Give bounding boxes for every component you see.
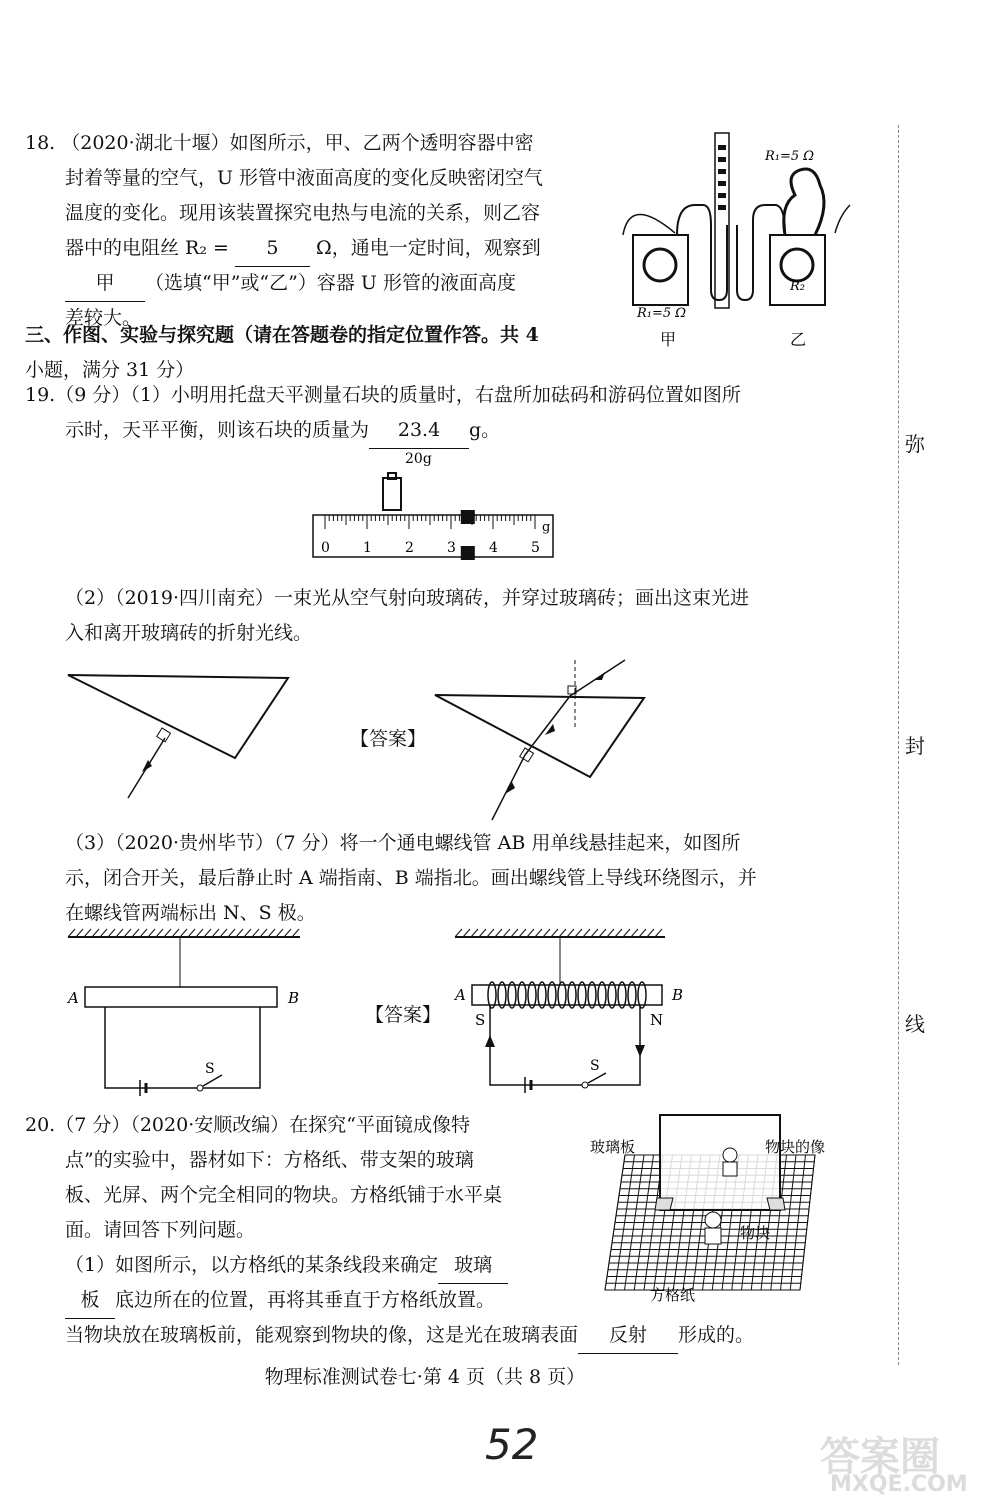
q20-answer-glass-2: 板 bbox=[65, 1283, 115, 1319]
svg-text:玻璃板: 玻璃板 bbox=[590, 1138, 636, 1156]
coil-turn bbox=[538, 982, 546, 1008]
side-label-xian: 线 bbox=[905, 1012, 925, 1036]
ceiling-hatch bbox=[100, 929, 107, 937]
svg-text:S: S bbox=[475, 1011, 486, 1029]
ceiling-hatch bbox=[471, 929, 478, 937]
q20-line7: 当物块放在玻璃板前，能观察到物块的像，这是光在玻璃表面 反射 形成的。 bbox=[65, 1318, 754, 1354]
ceiling-hatch bbox=[132, 929, 139, 937]
coil-turn bbox=[488, 982, 496, 1008]
q18-answer-container: 甲 bbox=[65, 266, 145, 302]
ceiling-hatch bbox=[655, 929, 662, 937]
balance-figure bbox=[300, 448, 570, 563]
ceiling-hatch bbox=[647, 929, 654, 937]
section3-line1: 三、作图、实验与探究题（请在答题卷的指定位置作答。共 4 bbox=[25, 324, 539, 346]
scale-tick-label: 5 bbox=[531, 540, 540, 556]
ceiling-hatch bbox=[260, 929, 267, 937]
q19-part3-line2: 示，闭合开关，最后静止时 A 端指南、B 端指北。画出螺线管上导线环绕图示，并 bbox=[65, 867, 757, 889]
coil-turn bbox=[528, 982, 536, 1008]
scale-tick-label: 4 bbox=[489, 540, 498, 556]
coil-turn bbox=[578, 982, 586, 1008]
svg-text:N: N bbox=[650, 1011, 664, 1029]
coil-turn bbox=[498, 982, 506, 1008]
q20-line2: 点”的实验中，器材如下：方格纸、带支架的玻璃 bbox=[65, 1149, 474, 1171]
q19-part3-line3: 在螺线管两端标出 N、S 极。 bbox=[65, 902, 316, 924]
ceiling-hatch bbox=[244, 929, 251, 937]
scale-unit: g bbox=[542, 520, 551, 535]
ceiling-hatch bbox=[140, 929, 147, 937]
coil-turn bbox=[548, 982, 556, 1008]
q18-line4: 器中的电阻丝 R₂ = 5 Ω，通电一定时间，观察到 bbox=[65, 231, 541, 267]
scale-tick-label: 2 bbox=[405, 540, 414, 556]
svg-text:B: B bbox=[288, 989, 300, 1007]
ceiling-hatch bbox=[164, 929, 171, 937]
ceiling-hatch bbox=[276, 929, 283, 937]
mirror-figure bbox=[585, 1110, 845, 1310]
watermark-logo: 答案圈 bbox=[820, 1434, 940, 1480]
ceiling-hatch bbox=[559, 929, 566, 937]
ceiling-hatch bbox=[631, 929, 638, 937]
ceiling-hatch bbox=[252, 929, 259, 937]
q18-figure bbox=[615, 125, 855, 355]
weight-label: 20g bbox=[405, 451, 432, 467]
r1-top-label: R₁=5 Ω bbox=[765, 149, 815, 164]
side-label-feng: 封 bbox=[905, 734, 925, 758]
ceiling-hatch bbox=[583, 929, 590, 937]
weight-icon bbox=[383, 478, 401, 510]
r2-label: R₂ bbox=[790, 279, 805, 294]
yi-label: 乙 bbox=[790, 330, 807, 349]
q19-part2-line2: 入和离开玻璃砖的折射光线。 bbox=[65, 622, 313, 644]
ceiling-hatch bbox=[172, 929, 179, 937]
ceiling-hatch bbox=[607, 929, 614, 937]
ceiling-hatch bbox=[575, 929, 582, 937]
q19-line1: 19.（9 分）（1）小明用托盘天平测量石块的质量时，右盘所加砝码和游码位置如图所 bbox=[25, 384, 741, 406]
ceiling-hatch bbox=[543, 929, 550, 937]
ceiling-hatch bbox=[84, 929, 91, 937]
ceiling-hatch bbox=[479, 929, 486, 937]
q20-answer-reflect: 反射 bbox=[578, 1318, 678, 1354]
side-label-mi: 弥 bbox=[905, 432, 925, 456]
ceiling-hatch bbox=[623, 929, 630, 937]
coil-turn bbox=[608, 982, 616, 1008]
q19-part2-line1: （2）（2019·四川南充）一束光从空气射向玻璃砖，并穿过玻璃砖；画出这束光进 bbox=[65, 587, 749, 609]
ceiling-hatch bbox=[551, 929, 558, 937]
ceiling-hatch bbox=[487, 929, 494, 937]
ceiling-hatch bbox=[148, 929, 155, 937]
answer-label-solenoid: 【答案】 bbox=[365, 1004, 442, 1026]
ceiling-hatch bbox=[268, 929, 275, 937]
coil-turn bbox=[508, 982, 516, 1008]
q18-line2: 封着等量的空气，U 形管中液面高度的变化反映密闭空气 bbox=[65, 167, 544, 189]
q18-answer-r2: 5 bbox=[235, 231, 310, 267]
coil-turn bbox=[638, 982, 646, 1008]
coil-turn bbox=[588, 982, 596, 1008]
coil-turn bbox=[568, 982, 576, 1008]
q18-line6: 差较大。 bbox=[65, 307, 142, 329]
q19-part3-line1: （3）（2020·贵州毕节）（7 分）将一个通电螺线管 AB 用单线悬挂起来，如图所 bbox=[65, 832, 741, 854]
answer-label-light: 【答案】 bbox=[350, 728, 427, 750]
svg-text:S: S bbox=[590, 1058, 600, 1074]
ceiling-hatch bbox=[591, 929, 598, 937]
scale-tick-label: 1 bbox=[363, 540, 372, 556]
ceiling-hatch bbox=[204, 929, 211, 937]
rider-top bbox=[461, 510, 475, 524]
q20-line4: 面。请回答下列问题。 bbox=[65, 1219, 256, 1241]
q18-line3: 温度的变化。现用该装置探究电热与电流的关系，则乙容 bbox=[65, 202, 541, 224]
svg-text:S: S bbox=[205, 1061, 215, 1077]
ceiling-hatch bbox=[228, 929, 235, 937]
ceiling-hatch bbox=[156, 929, 163, 937]
jia-label: 甲 bbox=[660, 330, 677, 349]
handwritten-page-number: 52 bbox=[485, 1420, 539, 1469]
q19-answer-mass: 23.4 bbox=[369, 413, 469, 449]
svg-text:物块: 物块 bbox=[740, 1224, 771, 1242]
ceiling-hatch bbox=[212, 929, 219, 937]
ceiling-hatch bbox=[108, 929, 115, 937]
ceiling-hatch bbox=[188, 929, 195, 937]
section3-line2: 小题，满分 31 分） bbox=[25, 359, 195, 381]
ceiling-hatch bbox=[463, 929, 470, 937]
ceiling-hatch bbox=[519, 929, 526, 937]
ceiling-hatch bbox=[599, 929, 606, 937]
q19-line2: 示时，天平平衡，则该石块的质量为 23.4 g。 bbox=[65, 413, 500, 449]
rider-bottom bbox=[461, 546, 475, 560]
q20-line3: 板、光屏、两个完全相同的物块。方格纸铺于水平桌 bbox=[65, 1184, 503, 1206]
coil-turn bbox=[618, 982, 626, 1008]
svg-text:A: A bbox=[455, 986, 466, 1004]
ceiling-hatch bbox=[567, 929, 574, 937]
svg-text:B: B bbox=[672, 986, 684, 1004]
q20-answer-glass-1: 玻璃 bbox=[438, 1248, 508, 1284]
q18-line1: 18. （2020·湖北十堰）如图所示，甲、乙两个透明容器中密 bbox=[25, 132, 534, 154]
ceiling-hatch bbox=[92, 929, 99, 937]
coil-turn bbox=[518, 982, 526, 1008]
ceiling-hatch bbox=[116, 929, 123, 937]
scale-tick-label: 0 bbox=[321, 540, 330, 556]
svg-text:A: A bbox=[68, 989, 79, 1007]
ceiling-hatch bbox=[124, 929, 131, 937]
ceiling-hatch bbox=[180, 929, 187, 937]
ceiling-hatch bbox=[196, 929, 203, 937]
ceiling-hatch bbox=[511, 929, 518, 937]
scale-tick-label: 3 bbox=[447, 540, 456, 556]
q20-line6: 板 底边所在的位置，再将其垂直于方格纸放置。 bbox=[65, 1283, 495, 1319]
ceiling-hatch bbox=[284, 929, 291, 937]
ceiling-hatch bbox=[503, 929, 510, 937]
q20-line5: （1）如图所示，以方格纸的某条线段来确定 玻璃 bbox=[65, 1248, 508, 1284]
ceiling-hatch bbox=[220, 929, 227, 937]
coil-turn bbox=[558, 982, 566, 1008]
binding-line bbox=[898, 125, 899, 1365]
q18-line5: 甲 （选填“甲”或“乙”）容器 U 形管的液面高度 bbox=[65, 266, 516, 302]
svg-text:方格纸: 方格纸 bbox=[650, 1286, 696, 1304]
coil-turn bbox=[598, 982, 606, 1008]
ceiling-hatch bbox=[76, 929, 83, 937]
ceiling-hatch bbox=[527, 929, 534, 937]
ceiling-hatch bbox=[535, 929, 542, 937]
q20-line1: 20.（7 分）（2020·安顺改编）在探究“平面镜成像特 bbox=[25, 1114, 470, 1136]
r1-bottom-label: R₁=5 Ω bbox=[637, 306, 687, 321]
ceiling-hatch bbox=[68, 929, 75, 937]
coil-turn bbox=[628, 982, 636, 1008]
svg-text:物块的像: 物块的像 bbox=[765, 1138, 826, 1156]
ceiling-hatch bbox=[455, 929, 462, 937]
watermark-url: MXQE.COM bbox=[830, 1472, 968, 1497]
ceiling-hatch bbox=[639, 929, 646, 937]
ceiling-hatch bbox=[495, 929, 502, 937]
ceiling-hatch bbox=[615, 929, 622, 937]
ceiling-hatch bbox=[236, 929, 243, 937]
ceiling-hatch bbox=[292, 929, 299, 937]
page-footer: 物理标准测试卷七·第 4 页（共 8 页） bbox=[264, 1366, 586, 1388]
